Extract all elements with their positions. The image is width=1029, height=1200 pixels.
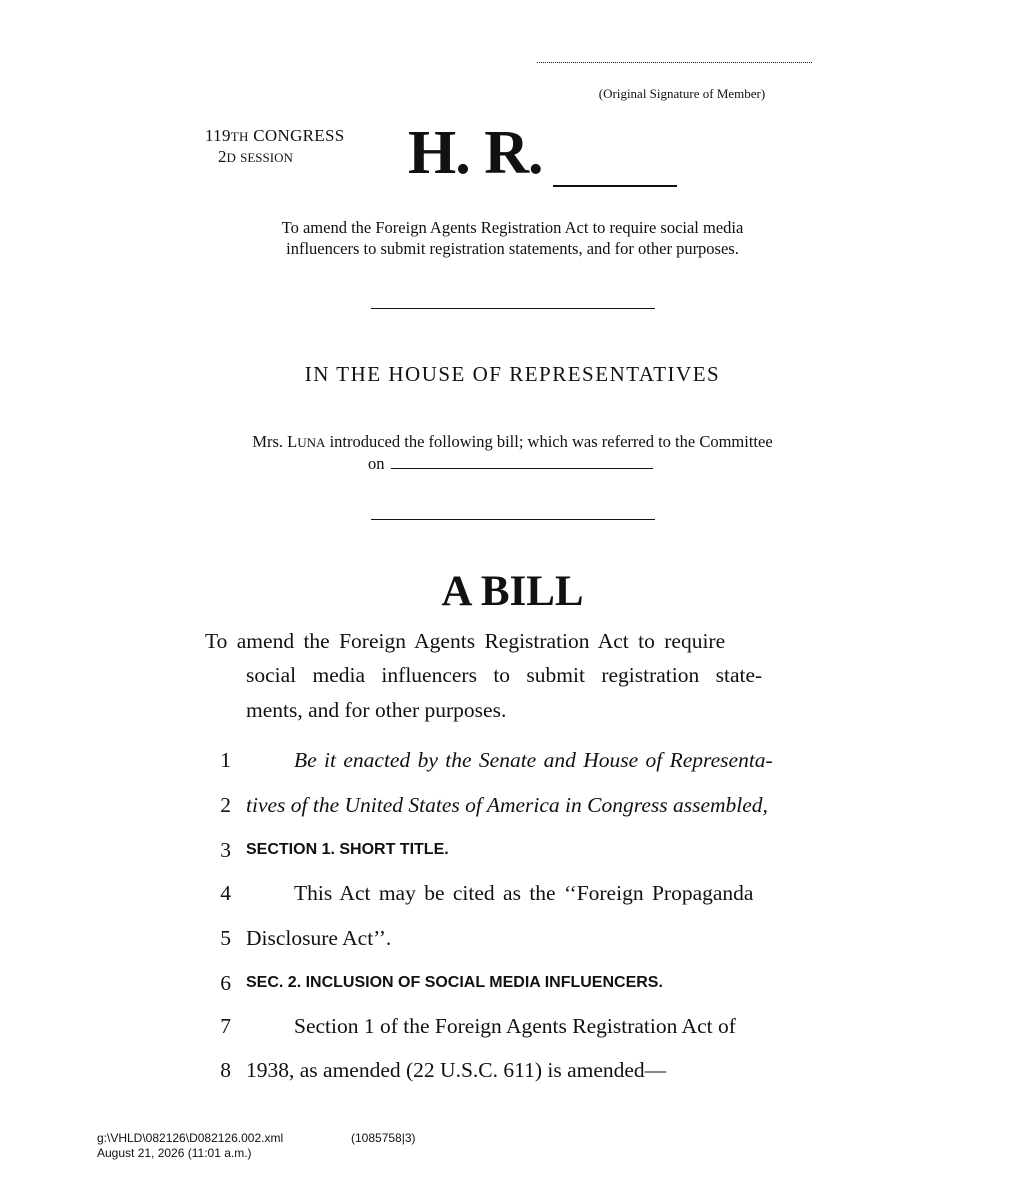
footer-path: g:\VHLD\082126\D082126.002.xml xyxy=(97,1131,284,1145)
bill-designation: H. R. xyxy=(408,119,543,187)
body-text: This Act may be cited as the ‘‘Foreign Propaganda xyxy=(294,881,754,905)
body-text: 1938, as amended (22 U.S.C. 611) is amended— xyxy=(246,1058,667,1082)
line-number: 5 xyxy=(220,926,231,950)
member-rest: UNA xyxy=(297,435,326,450)
section-heading: SEC. 2. INCLUSION OF SOCIAL MEDIA INFLUENCERS. xyxy=(246,974,663,991)
member-name xyxy=(287,432,325,451)
summary-line: influencers to submit registration statements, and for other purposes. xyxy=(286,239,739,258)
purpose-line: ments, and for other purposes. xyxy=(246,698,507,722)
footer-date: August 21, 2026 (11:01 a.m.) xyxy=(97,1146,252,1160)
purpose-line: To amend the Foreign Agents Registration Act to require xyxy=(205,629,726,653)
divider-rule xyxy=(371,519,655,520)
bill-summary xyxy=(220,217,805,259)
introduction-text: Mrs. LUNA introduced the following bill; which was referred to the Committee on xyxy=(252,432,773,473)
divider-rule xyxy=(371,308,655,309)
signature-caption: (Original Signature of Member) xyxy=(598,86,766,101)
session-label: 2D SESSION xyxy=(218,147,293,166)
bill-number-blank xyxy=(553,185,677,187)
congress-label: 119TH CONGRESS xyxy=(205,126,345,145)
purpose-line: social media influencers to submit registration state- xyxy=(246,663,763,687)
chamber-heading: IN THE HOUSE OF REPRESENTATIVES xyxy=(304,362,721,386)
body-text: Disclosure Act’’. xyxy=(246,926,392,950)
committee-blank xyxy=(391,456,653,469)
bill-heading: A BILL xyxy=(441,568,584,615)
body-text: Section 1 of the Foreign Agents Registration Act of xyxy=(294,1014,736,1038)
line-number: 2 xyxy=(220,793,231,817)
summary-line: To amend the Foreign Agents Registration Act to require social media xyxy=(281,218,744,237)
member-initial: L xyxy=(287,432,298,451)
line-number: 7 xyxy=(220,1014,231,1038)
line-number: 6 xyxy=(220,971,231,995)
enacting-clause: tives of the United States of America in Congress assembled, xyxy=(246,793,768,817)
line-number: 3 xyxy=(220,838,231,862)
line-number: 4 xyxy=(220,881,231,905)
footer-doc-id: (1085758|3) xyxy=(351,1131,416,1145)
enacting-clause: Be it enacted by the Senate and House of Representa- xyxy=(294,748,773,772)
line-number: 8 xyxy=(220,1058,231,1082)
line-number: 1 xyxy=(220,748,231,772)
signature-line xyxy=(537,62,812,63)
section-heading: SECTION 1. SHORT TITLE. xyxy=(246,841,449,858)
